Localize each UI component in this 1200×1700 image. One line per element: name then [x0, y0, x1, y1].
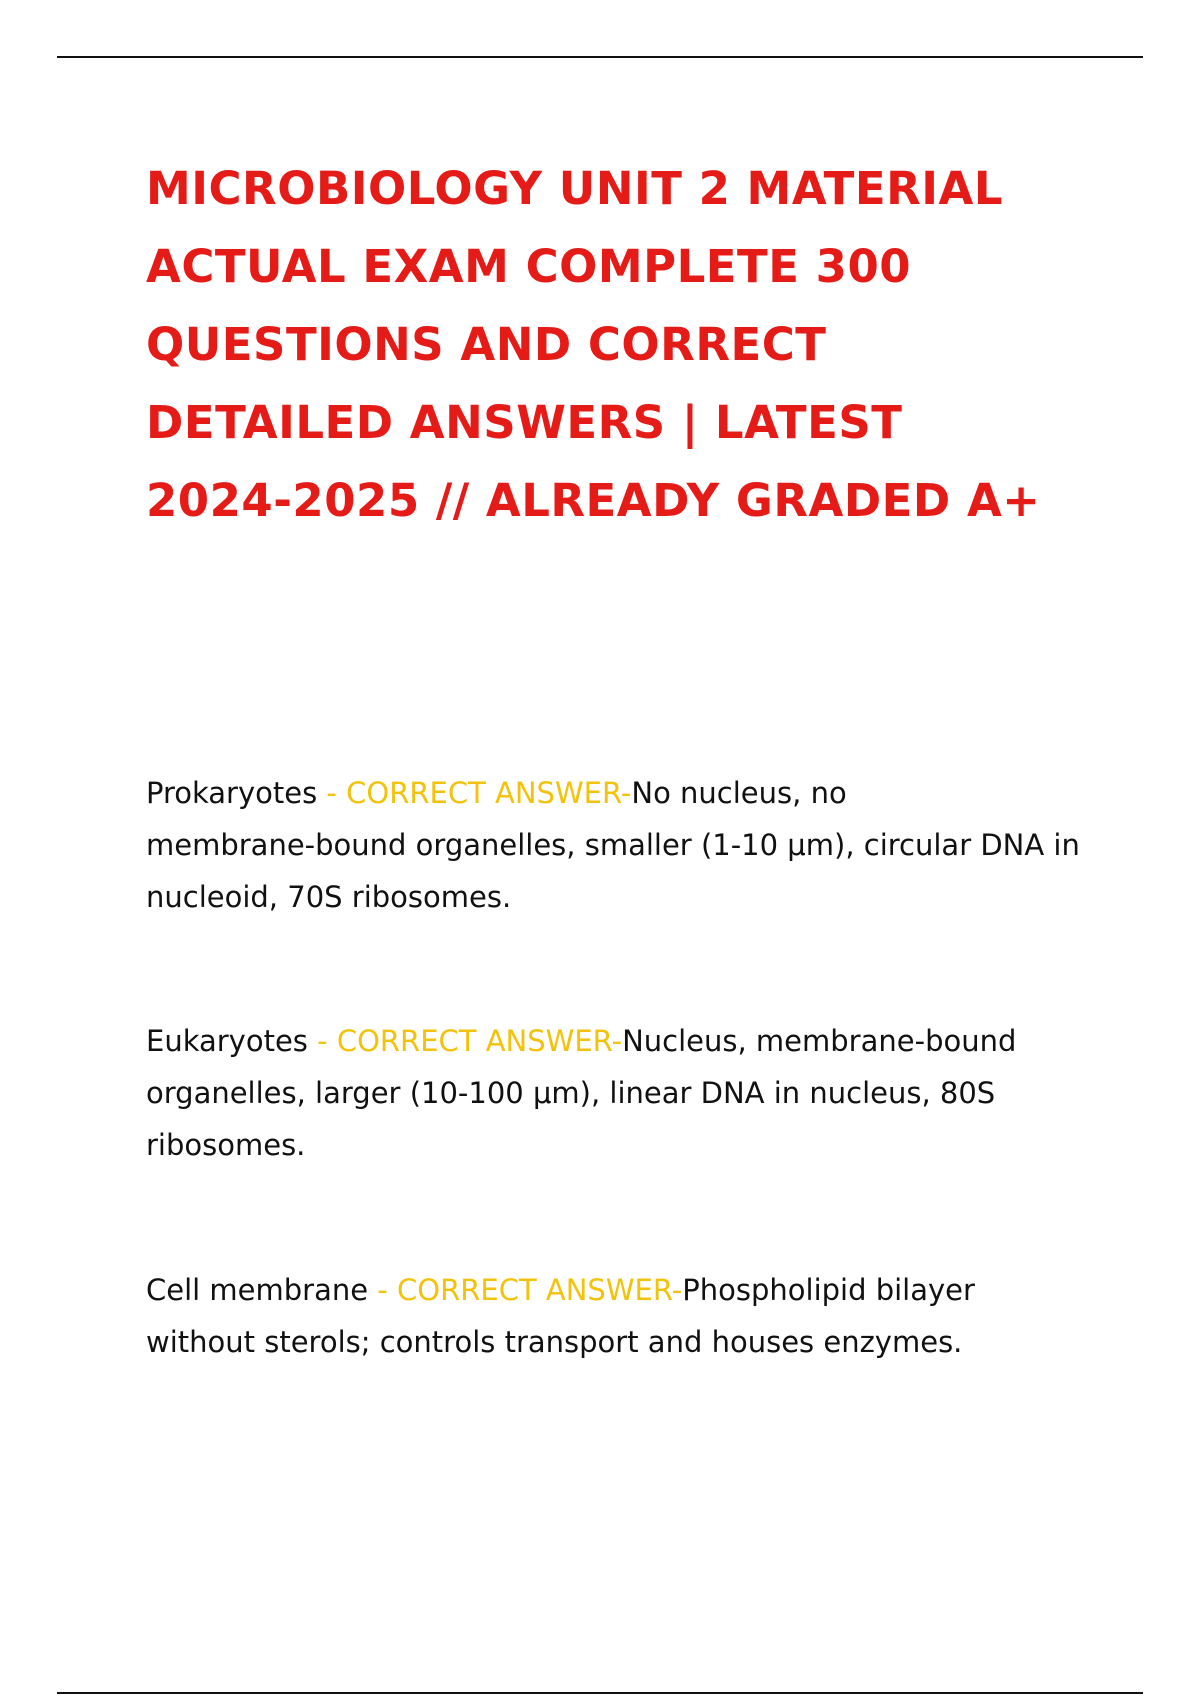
question-term: Eukaryotes: [146, 1024, 308, 1058]
title-line: DETAILED ANSWERS | LATEST: [146, 396, 903, 449]
qa-entry-eukaryotes: [146, 1015, 1106, 1171]
title-line: 2024-2025 // ALREADY GRADED A+: [146, 474, 1041, 527]
separator: -: [368, 1273, 397, 1307]
correct-answer-label: CORRECT ANSWER-: [336, 1024, 623, 1058]
title-line: ACTUAL EXAM COMPLETE 300: [146, 240, 912, 293]
document-title: [146, 150, 1086, 540]
title-line: MICROBIOLOGY UNIT 2 MATERIAL: [146, 162, 1004, 215]
question-term: Prokaryotes: [146, 776, 318, 810]
top-divider: [57, 56, 1143, 58]
title-line: QUESTIONS AND CORRECT: [146, 318, 827, 371]
qa-first-line: [146, 1264, 1106, 1316]
answer-line: without sterols; controls transport and houses enzymes.: [146, 1325, 963, 1359]
qa-first-line: [146, 767, 1106, 819]
qa-first-line: [146, 1015, 1106, 1067]
separator: -: [317, 776, 347, 810]
separator: -: [307, 1024, 337, 1058]
answer-line: nucleoid, 70S ribosomes.: [146, 880, 512, 914]
qa-entry-cell-membrane: [146, 1264, 1106, 1368]
answer-text: Phospholipid bilayer: [682, 1273, 975, 1307]
correct-answer-label: CORRECT ANSWER-: [397, 1273, 683, 1307]
answer-text: Nucleus, membrane-bound: [622, 1024, 1017, 1058]
qa-entry-prokaryotes: [146, 767, 1106, 923]
answer-line: ribosomes.: [146, 1128, 306, 1162]
answer-text: No nucleus, no: [631, 776, 847, 810]
answer-line: membrane-bound organelles, smaller (1-10 μm), circular DNA in: [146, 828, 1080, 862]
correct-answer-label: CORRECT ANSWER-: [346, 776, 632, 810]
answer-line: organelles, larger (10-100 μm), linear DNA in nucleus, 80S: [146, 1076, 996, 1110]
question-term: Cell membrane: [146, 1273, 369, 1307]
bottom-divider: [57, 1692, 1143, 1694]
